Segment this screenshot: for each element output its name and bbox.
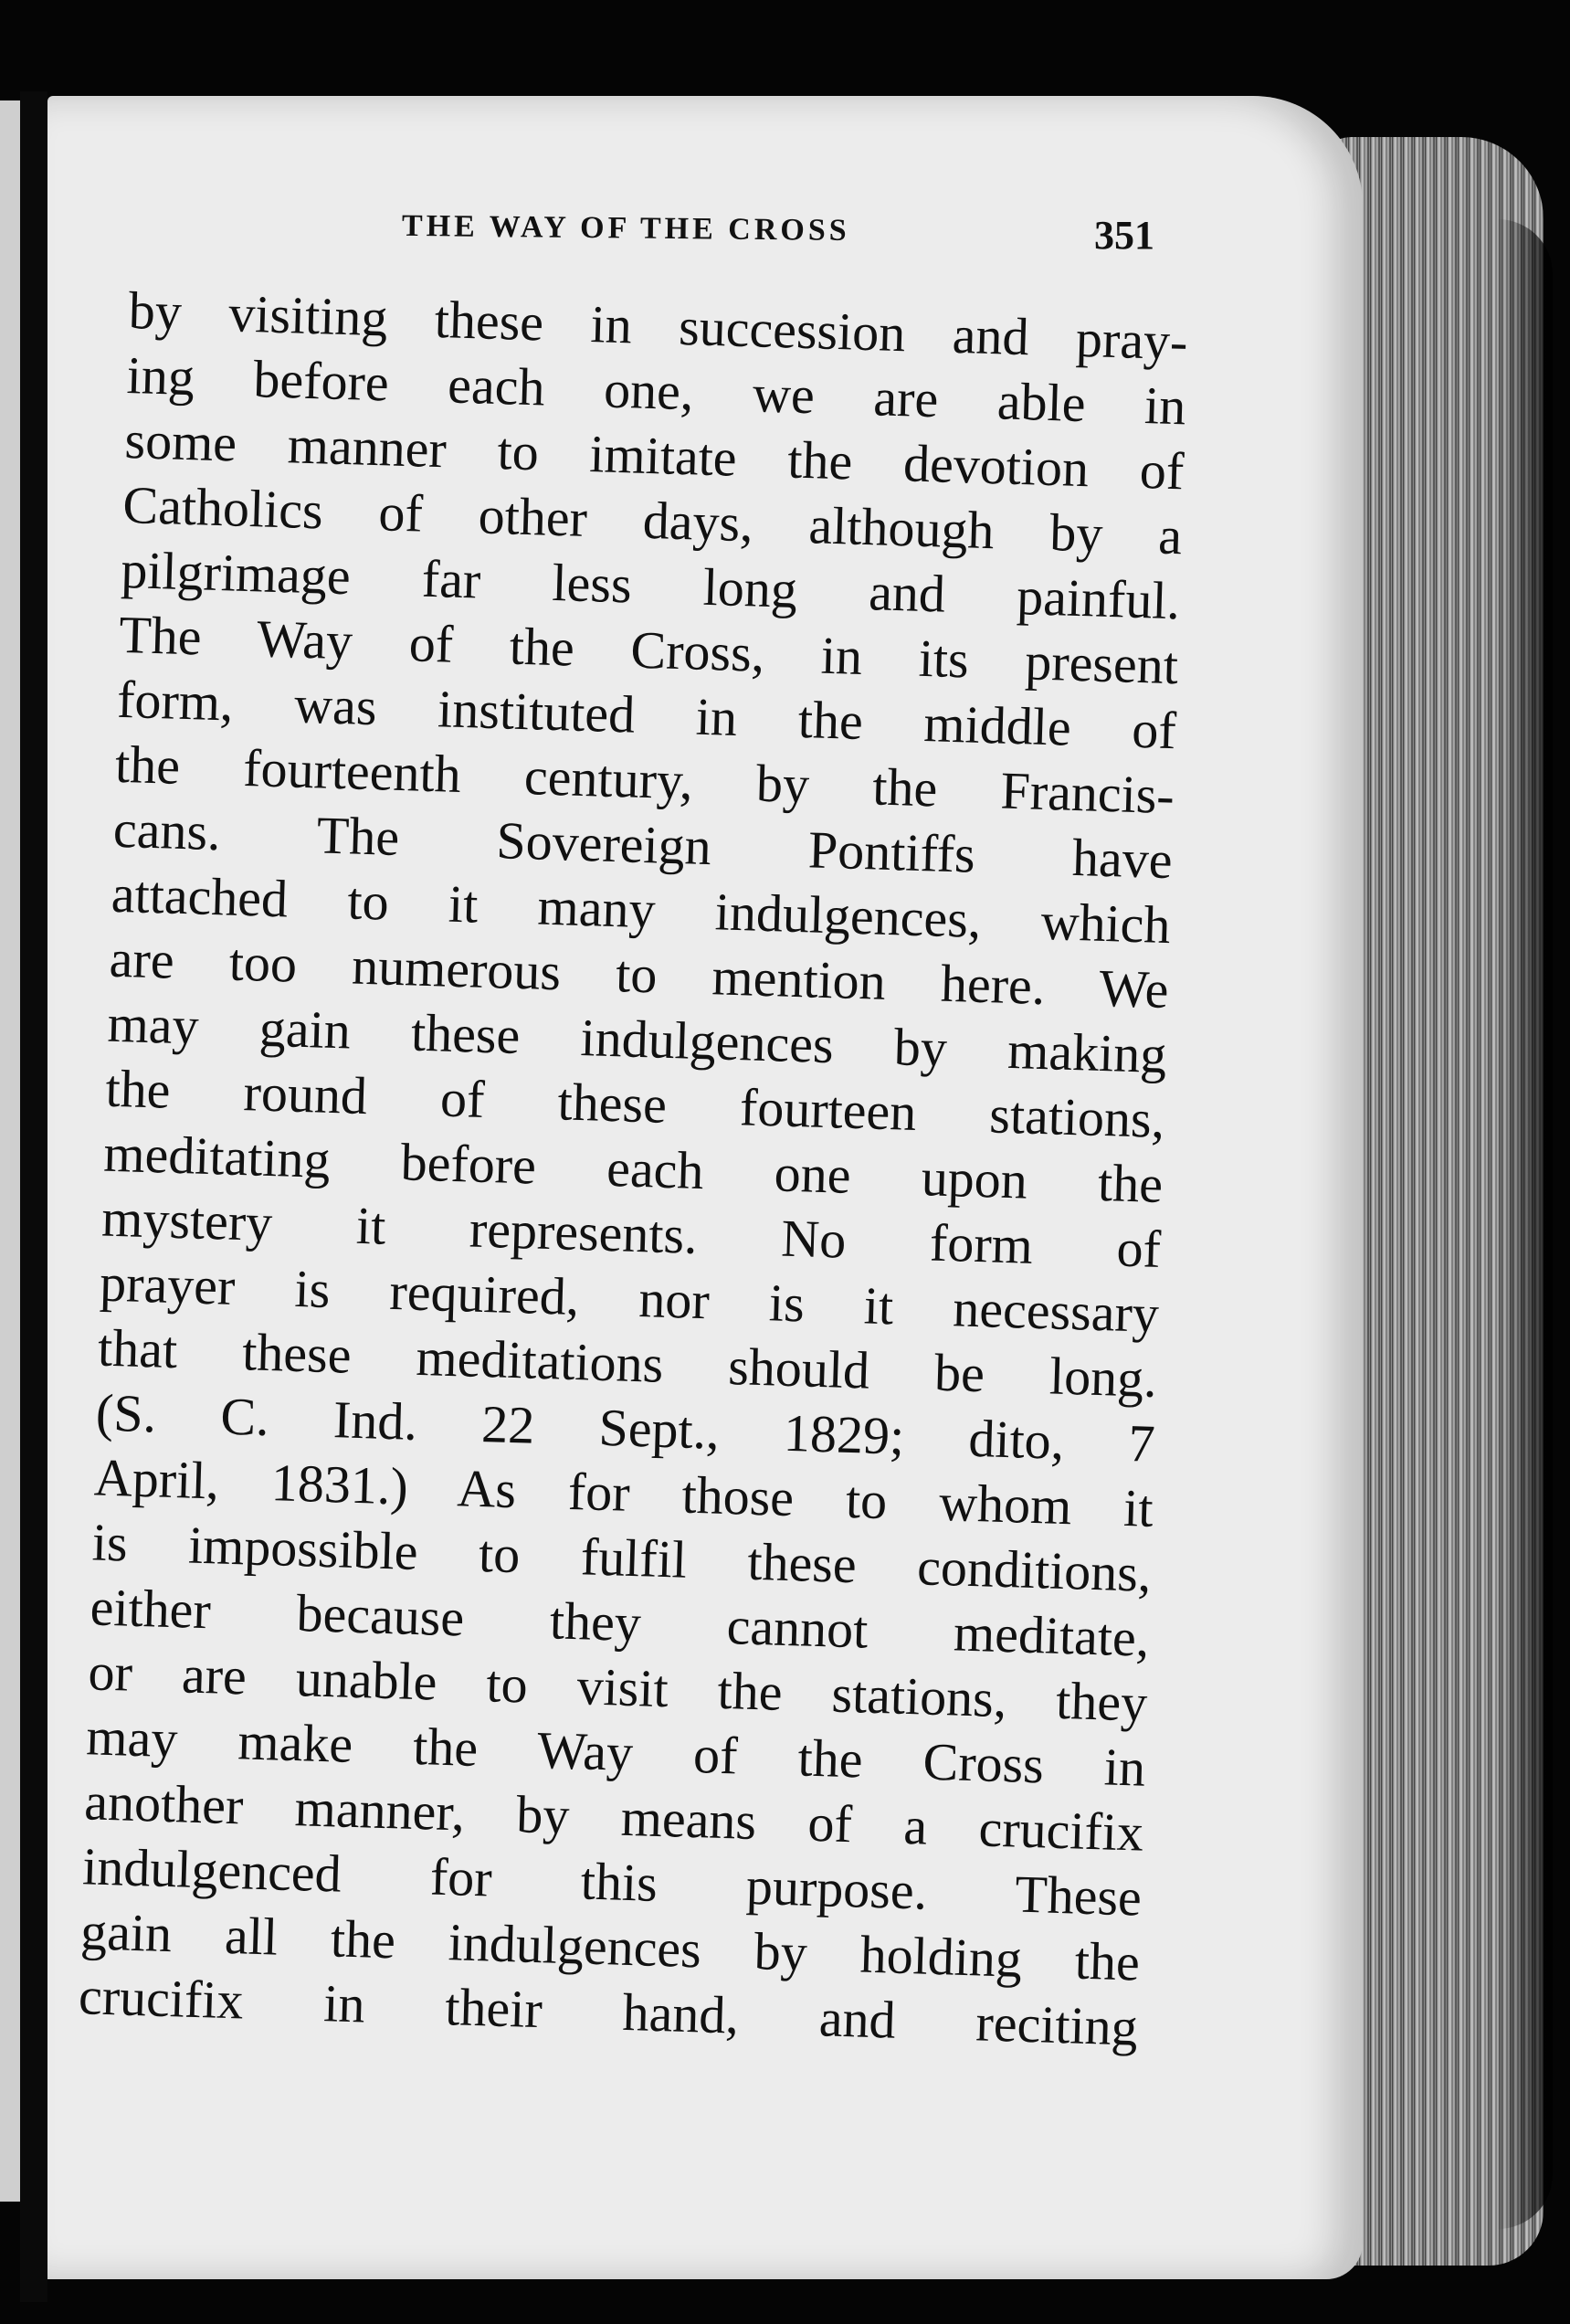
text-line: prayer is required, nor is it necessary	[99, 1252, 1160, 1344]
text-line: April, 1831.) As for those to whom it	[93, 1447, 1154, 1538]
text-line: may make the Way of the Cross in	[85, 1706, 1147, 1798]
text-line: form, was instituted in the middle of	[116, 669, 1177, 761]
text-line: ing before each one, we are able in	[125, 344, 1187, 437]
text-line: pilgrimage far less long and painful.	[120, 539, 1181, 631]
text-line: the round of these fourteen stations,	[104, 1058, 1166, 1150]
text-line: is impossible to fulfil these conditions,	[90, 1512, 1153, 1603]
body-text	[78, 278, 1188, 2060]
book-gutter	[20, 91, 47, 2302]
text-line: The Way of the Cross, in its present	[118, 604, 1179, 696]
text-line: meditating before each one upon the	[102, 1123, 1164, 1214]
text-line: may gain these indulgences by making	[106, 993, 1168, 1085]
text-line: indulgenced for this purpose. These	[81, 1836, 1143, 1928]
text-line: crucifix in their hand, and reciting	[78, 1966, 1139, 2057]
text-line: some manner to imitate the devotion of	[123, 409, 1185, 502]
text-line: or are unable to visit the stations, they	[87, 1642, 1149, 1733]
text-line: Catholics of other days, although by a	[121, 474, 1184, 566]
text-line: mystery it represents. No form of	[100, 1188, 1162, 1279]
text-line: another manner, by means of a crucifix	[83, 1771, 1144, 1863]
text-line: cans. The Sovereign Pontiffs have	[112, 798, 1174, 891]
text-line: attached to it many indulgences, which	[111, 863, 1172, 956]
running-head: THE WAY OF THE CROSS	[401, 208, 850, 248]
text-line: by visiting these in succession and pray-	[127, 280, 1189, 372]
left-page-edge	[0, 100, 20, 2202]
text-line: either because they cannot meditate,	[89, 1577, 1151, 1668]
text-line: gain all the indulgences by holding the	[79, 1901, 1141, 1992]
text-line: the fourteenth century, by the Francis-	[114, 734, 1175, 826]
page-number: 351	[1094, 213, 1154, 258]
text-line: are too numerous to mention here. We	[108, 928, 1170, 1020]
text-line: (S. C. Ind. 22 Sept., 1829; dito, 7	[95, 1382, 1156, 1474]
page-edges-shadow	[1498, 219, 1553, 2229]
text-line: that these meditations should be long.	[97, 1317, 1158, 1409]
